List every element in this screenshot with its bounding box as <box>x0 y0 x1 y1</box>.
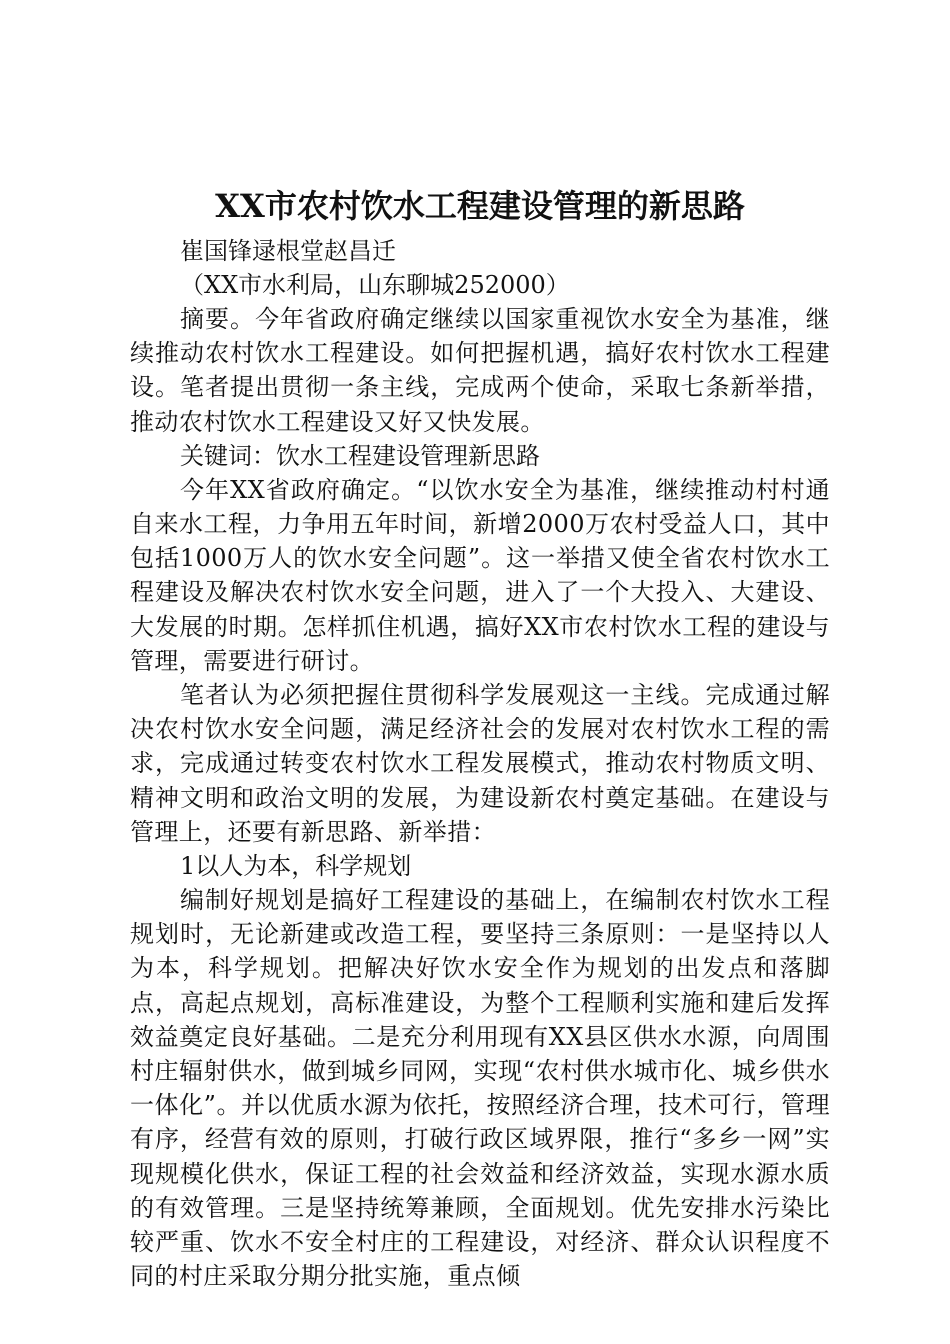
affiliation-line: （XX市水利局，山东聊城252000） <box>180 271 570 299</box>
abstract-paragraph: 摘要。今年省政府确定继续以国家重视饮水安全为基准，继续推动农村饮水工程建设。如何把握机遇，搞好农村饮水工程建设。笔者提出贯彻一条主线，完成两个使命，采取七条新举措，推动农村饮水工程建设又好又快发展。 <box>130 305 830 436</box>
section-heading: 1以人为本，科学规划 <box>180 852 412 881</box>
keywords-line: 关键词：饮水工程建设管理新思路 <box>180 441 540 470</box>
section-paragraph: 编制好规划是搞好工程建设的基础上，在编制农村饮水工程规划时，无论新建或改造工程，要坚持三条原则：一是坚持以人为本，科学规划。把解决好饮水安全作为规划的出发点和落脚点，高起点规划，高标准建设，为整个工程顺利实施和建后发挥效益奠定良好基础。二是充分利用现有XX县区供水水源，向周围村庄辐射供水，做到城乡同网，实现“农村供水城市化、城乡供水一体化”。并以优质水源为依托，按照经济合理，技术可行，管理有序，经营有效的原则，打破行政区域界限，推行“多乡一网”实现规模化供水，保证工程的社会效益和经济效益，实现水源水质的有效管理。三是坚持统筹兼顾，全面规划。优先安排水污染比较严重、饮水不安全村庄的工程建设，对经济、群众认识程度不同的村庄采取分期分批实施，重点倾 <box>130 886 830 1291</box>
document-title: XX市农村饮水工程建设管理的新思路 <box>215 187 745 225</box>
author-line: 崔国锋逯根堂赵昌迁 <box>180 237 396 265</box>
document-page <box>130 180 830 1293</box>
body-paragraph: 笔者认为必须把握住贯彻科学发展观这一主线。完成通过解决农村饮水安全问题，满足经济社会的发展对农村饮水工程的需求，完成通过转变农村饮水工程发展模式，推动农村物质文明、精神文明和政治文明的发展，为建设新农村奠定基础。在建设与管理上，还要有新思路、新举措： <box>130 681 830 846</box>
body-paragraph: 今年XX省政府确定。“以饮水安全为基准，继续推动村村通自来水工程，力争用五年时间，新增2000万农村受益人口，其中包括1000万人的饮水安全问题”。这一举措又使全省农村饮水工程建设及解决农村饮水安全问题，进入了一个大投入、大建设、大发展的时期。怎样抓住机遇，搞好XX市农村饮水工程的建设与管理，需要进行研讨。 <box>130 475 830 675</box>
